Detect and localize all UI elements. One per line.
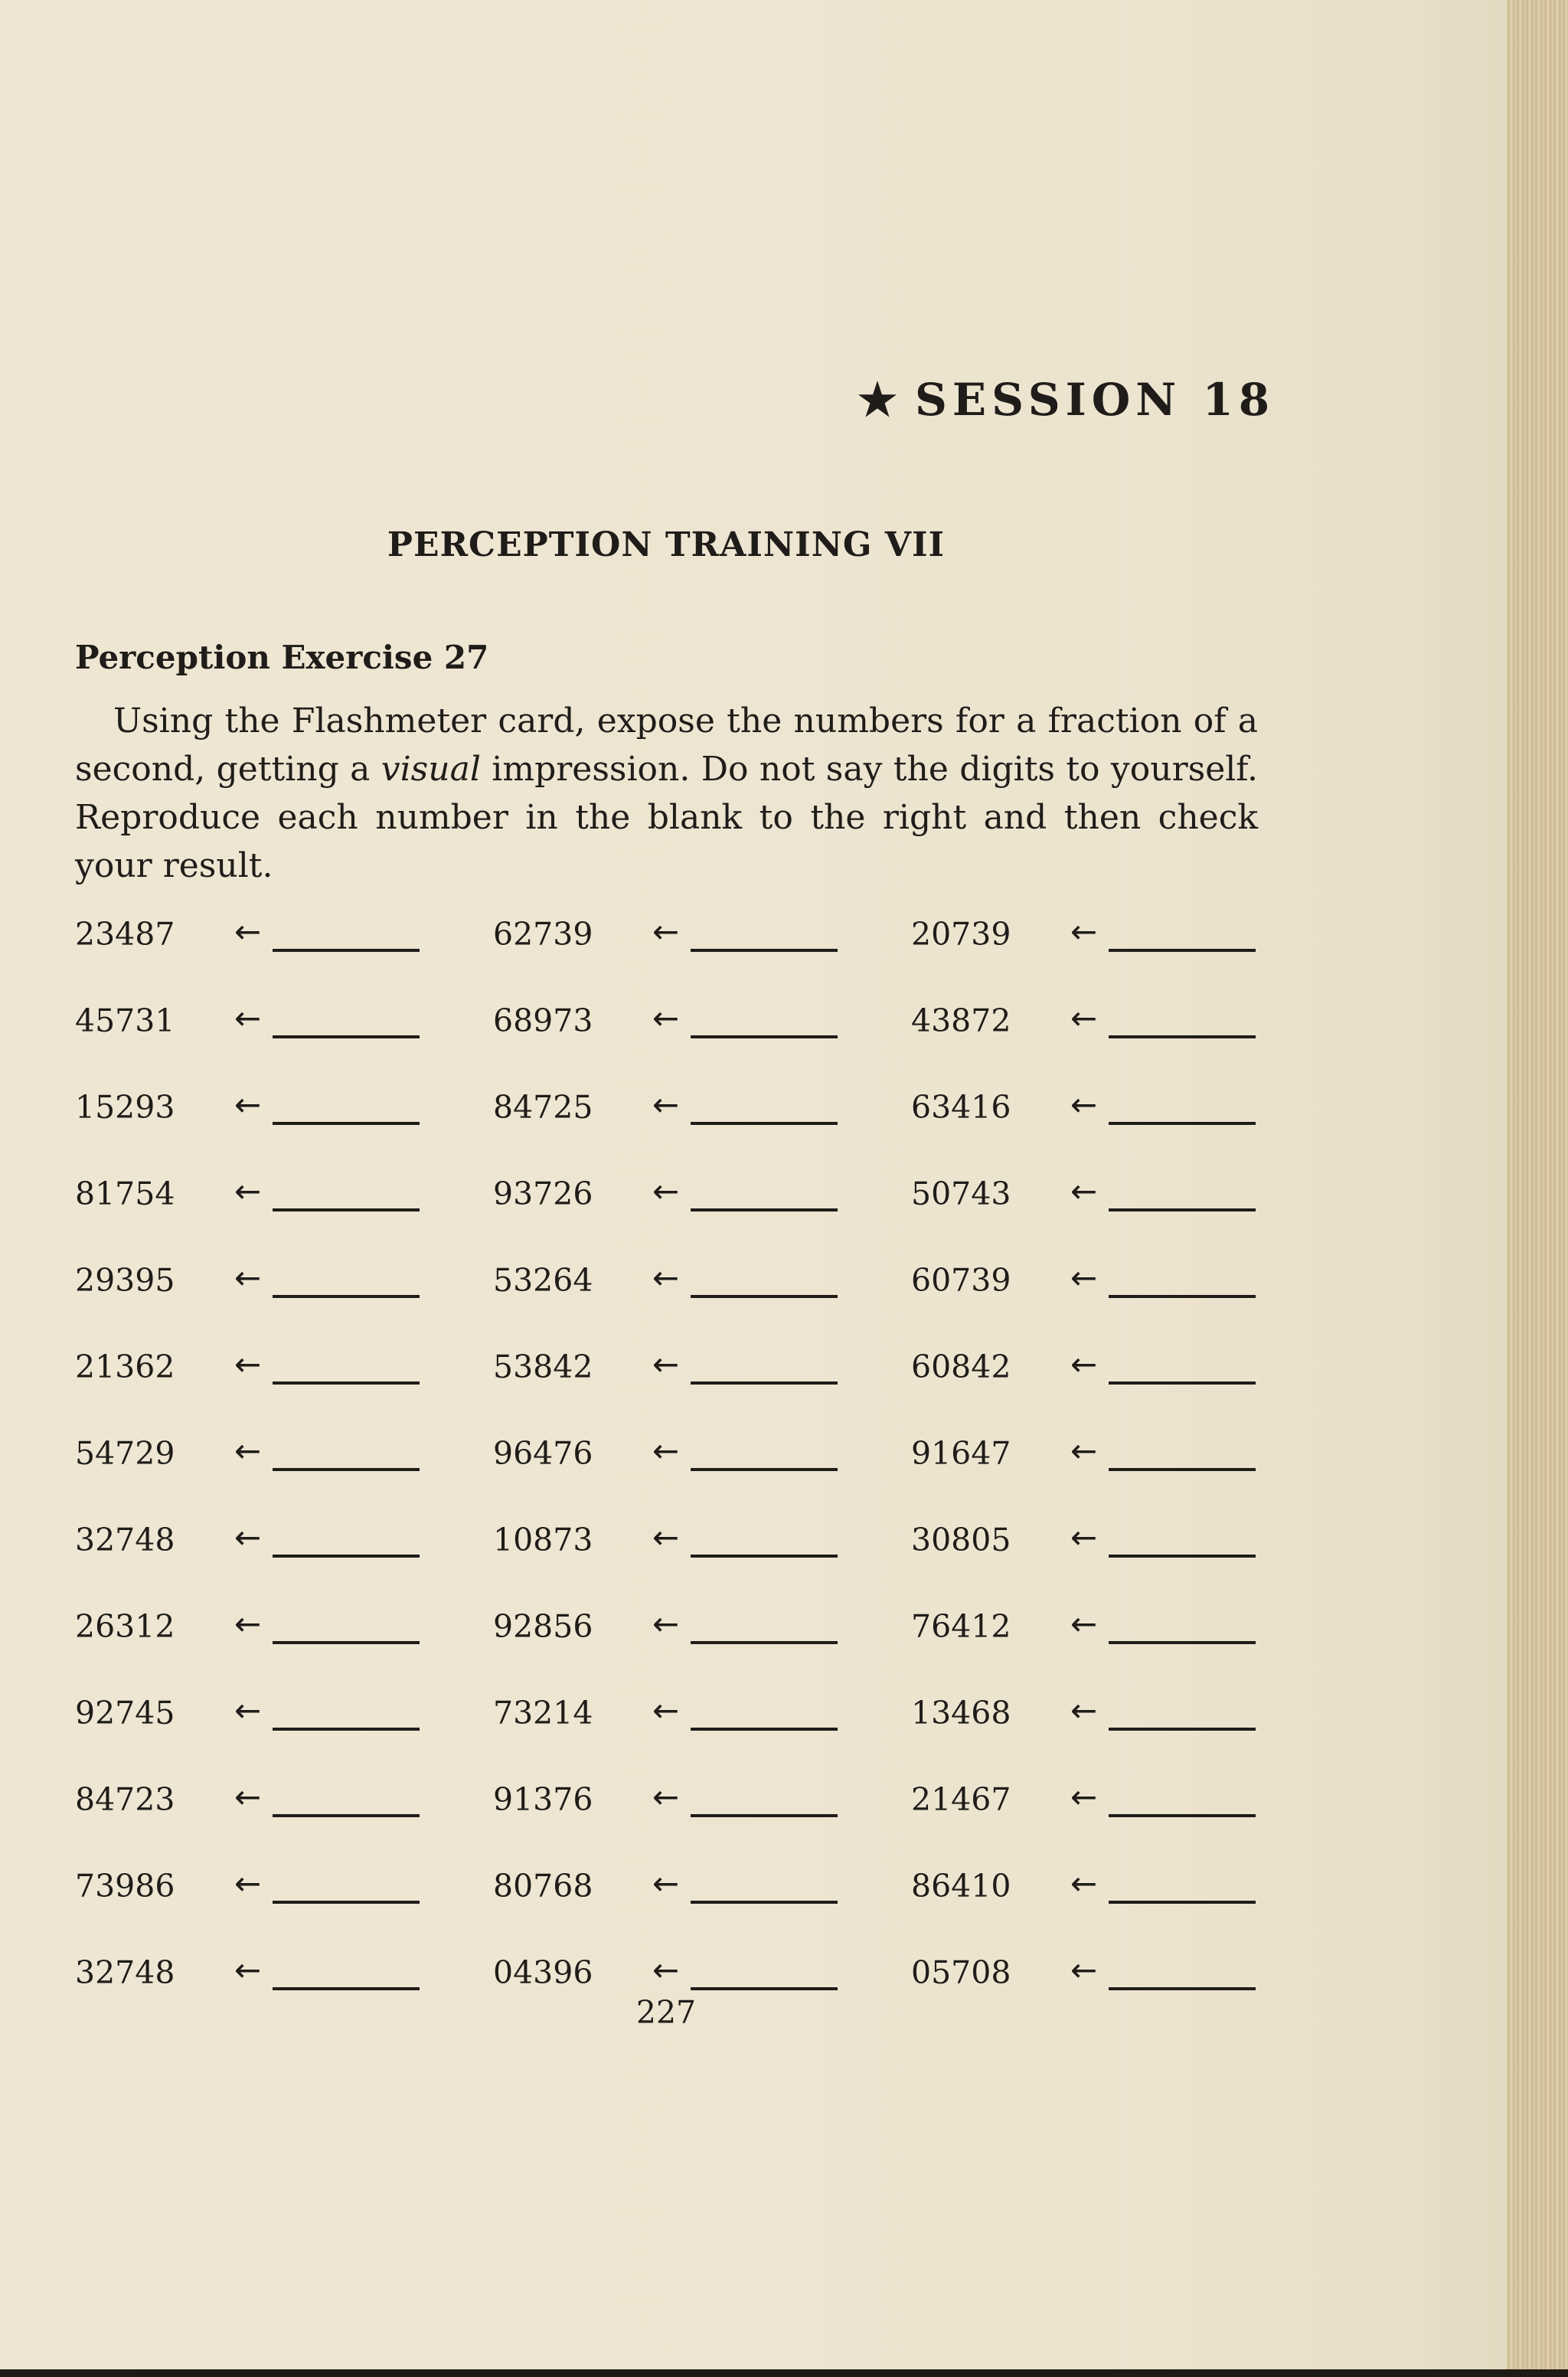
arrow-left-icon: ← (234, 1605, 262, 1643)
answer-blank[interactable] (273, 1295, 420, 1298)
exercise-heading: Perception Exercise 27 (75, 639, 489, 676)
exercise-row (75, 1778, 1269, 1868)
arrow-left-icon: ← (652, 1605, 680, 1643)
answer-blank[interactable] (691, 1468, 838, 1471)
answer-blank[interactable] (273, 1728, 420, 1731)
arrow-left-icon: ← (234, 1692, 262, 1729)
exercise-number: 32748 (75, 1522, 175, 1558)
exercise-number: 10873 (493, 1522, 593, 1558)
exercise-number: 81754 (75, 1175, 175, 1212)
answer-blank[interactable] (1109, 1901, 1256, 1904)
exercise-number: 05708 (911, 1954, 1011, 1991)
session-header (858, 374, 1276, 426)
instructions-paragraph (75, 697, 1258, 890)
arrow-left-icon: ← (652, 1259, 680, 1296)
exercise-number: 23487 (75, 916, 175, 953)
answer-blank[interactable] (273, 1122, 420, 1125)
answer-blank[interactable] (1109, 1555, 1256, 1558)
exercise-number: 92745 (75, 1695, 175, 1731)
arrow-left-icon: ← (234, 1951, 262, 1989)
exercise-number: 13468 (911, 1695, 1011, 1731)
exercise-number: 43872 (911, 1002, 1011, 1039)
arrow-left-icon: ← (652, 1865, 680, 1902)
exercise-row (75, 999, 1269, 1089)
arrow-left-icon: ← (234, 1865, 262, 1902)
exercise-row (75, 1345, 1269, 1435)
answer-blank[interactable] (691, 1381, 838, 1385)
arrow-left-icon: ← (234, 1432, 262, 1470)
answer-blank[interactable] (1109, 1814, 1256, 1817)
answer-blank[interactable] (1109, 949, 1256, 952)
page-number: 227 (635, 1994, 697, 2031)
arrow-left-icon: ← (652, 1345, 680, 1383)
exercise-number: 21467 (911, 1781, 1011, 1818)
arrow-left-icon: ← (234, 1778, 262, 1816)
answer-blank[interactable] (691, 1555, 838, 1558)
arrow-left-icon: ← (652, 913, 680, 950)
instructions-text-1: Using the Flashmeter card, expose the numbers for a fraction of a second, getting a (75, 701, 1258, 789)
exercise-row (75, 1432, 1269, 1522)
exercise-number: 63416 (911, 1089, 1011, 1126)
arrow-left-icon: ← (652, 1692, 680, 1729)
answer-blank[interactable] (1109, 1381, 1256, 1385)
answer-blank[interactable] (273, 1901, 420, 1904)
arrow-left-icon: ← (652, 1432, 680, 1470)
arrow-left-icon: ← (234, 999, 262, 1037)
exercise-number: 30805 (911, 1522, 1011, 1558)
answer-blank[interactable] (1109, 1295, 1256, 1298)
arrow-left-icon: ← (652, 999, 680, 1037)
answer-blank[interactable] (273, 1208, 420, 1211)
arrow-left-icon: ← (1070, 999, 1098, 1037)
instructions-emphasis: visual (381, 750, 481, 789)
answer-blank[interactable] (273, 1814, 420, 1817)
arrow-left-icon: ← (234, 1519, 262, 1556)
page-edges (1507, 0, 1568, 2377)
answer-blank[interactable] (1109, 1208, 1256, 1211)
exercise-number: 84723 (75, 1781, 175, 1818)
exercise-grid (75, 913, 1269, 2041)
arrow-left-icon: ← (234, 1086, 262, 1123)
exercise-number: 04396 (493, 1954, 593, 1991)
exercise-number: 26312 (75, 1608, 175, 1645)
arrow-left-icon: ← (234, 913, 262, 950)
answer-blank[interactable] (273, 949, 420, 952)
arrow-left-icon: ← (1070, 1345, 1098, 1383)
answer-blank[interactable] (691, 1208, 838, 1211)
exercise-number: 84725 (493, 1089, 593, 1126)
exercise-number: 73986 (75, 1868, 175, 1905)
answer-blank[interactable] (691, 1814, 838, 1817)
exercise-number: 32748 (75, 1954, 175, 1991)
answer-blank[interactable] (691, 1901, 838, 1904)
exercise-number: 20739 (911, 916, 1011, 953)
answer-blank[interactable] (1109, 1468, 1256, 1471)
exercise-number: 53264 (493, 1262, 593, 1299)
exercise-number: 54729 (75, 1435, 175, 1472)
exercise-row (75, 1086, 1269, 1175)
exercise-row (75, 1605, 1269, 1695)
answer-blank[interactable] (273, 1555, 420, 1558)
scan-border (0, 2369, 1568, 2377)
arrow-left-icon: ← (652, 1172, 680, 1210)
exercise-number: 68973 (493, 1002, 593, 1039)
exercise-row (75, 1259, 1269, 1349)
exercise-number: 91376 (493, 1781, 593, 1818)
exercise-number: 76412 (911, 1608, 1011, 1645)
session-label: SESSION 18 (915, 374, 1276, 426)
answer-blank[interactable] (691, 949, 838, 952)
arrow-left-icon: ← (652, 1519, 680, 1556)
exercise-number: 86410 (911, 1868, 1011, 1905)
arrow-left-icon: ← (652, 1778, 680, 1816)
answer-blank[interactable] (273, 1987, 420, 1990)
arrow-left-icon: ← (234, 1345, 262, 1383)
exercise-number: 45731 (75, 1002, 175, 1039)
answer-blank[interactable] (691, 1295, 838, 1298)
arrow-left-icon: ← (1070, 1778, 1098, 1816)
answer-blank[interactable] (1109, 1987, 1256, 1990)
exercise-number: 21362 (75, 1349, 175, 1385)
arrow-left-icon: ← (652, 1086, 680, 1123)
arrow-left-icon: ← (1070, 1865, 1098, 1902)
arrow-left-icon: ← (1070, 1519, 1098, 1556)
arrow-left-icon: ← (1070, 1692, 1098, 1729)
instructions-text-2: impression. Do not say the digits to yourself. Reproduce each number in the blank to the right and then check your result. (75, 750, 1259, 885)
exercise-number: 50743 (911, 1175, 1011, 1212)
exercise-number: 60739 (911, 1262, 1011, 1299)
answer-blank[interactable] (273, 1381, 420, 1385)
answer-blank[interactable] (691, 1035, 838, 1038)
exercise-number: 60842 (911, 1349, 1011, 1385)
answer-blank[interactable] (1109, 1035, 1256, 1038)
arrow-left-icon: ← (234, 1259, 262, 1296)
arrow-left-icon: ← (652, 1951, 680, 1989)
exercise-number: 53842 (493, 1349, 593, 1385)
arrow-left-icon: ← (1070, 1259, 1098, 1296)
answer-blank[interactable] (691, 1728, 838, 1731)
exercise-number: 80768 (493, 1868, 593, 1905)
answer-blank[interactable] (691, 1122, 838, 1125)
arrow-left-icon: ← (1070, 1086, 1098, 1123)
arrow-left-icon: ← (1070, 1172, 1098, 1210)
exercise-number: 29395 (75, 1262, 175, 1299)
answer-blank[interactable] (273, 1641, 420, 1644)
exercise-row (75, 1865, 1269, 1954)
answer-blank[interactable] (1109, 1122, 1256, 1125)
exercise-number: 93726 (493, 1175, 593, 1212)
exercise-number: 96476 (493, 1435, 593, 1472)
arrow-left-icon: ← (1070, 1951, 1098, 1989)
exercise-number: 15293 (75, 1089, 175, 1126)
arrow-left-icon: ← (1070, 1432, 1098, 1470)
arrow-left-icon: ← (234, 1172, 262, 1210)
exercise-row (75, 1172, 1269, 1262)
chapter-title: PERCEPTION TRAINING VII (387, 525, 946, 564)
exercise-number: 73214 (493, 1695, 593, 1731)
exercise-number: 91647 (911, 1435, 1011, 1472)
exercise-number: 62739 (493, 916, 593, 953)
answer-blank[interactable] (1109, 1641, 1256, 1644)
exercise-row (75, 1519, 1269, 1608)
exercise-row (75, 1692, 1269, 1781)
star-icon: ★ (858, 374, 903, 426)
exercise-row (75, 913, 1269, 1002)
arrow-left-icon: ← (1070, 913, 1098, 950)
answer-blank[interactable] (1109, 1728, 1256, 1731)
exercise-number: 92856 (493, 1608, 593, 1645)
arrow-left-icon: ← (1070, 1605, 1098, 1643)
answer-blank[interactable] (273, 1468, 420, 1471)
answer-blank[interactable] (691, 1987, 838, 1990)
answer-blank[interactable] (691, 1641, 838, 1644)
answer-blank[interactable] (273, 1035, 420, 1038)
